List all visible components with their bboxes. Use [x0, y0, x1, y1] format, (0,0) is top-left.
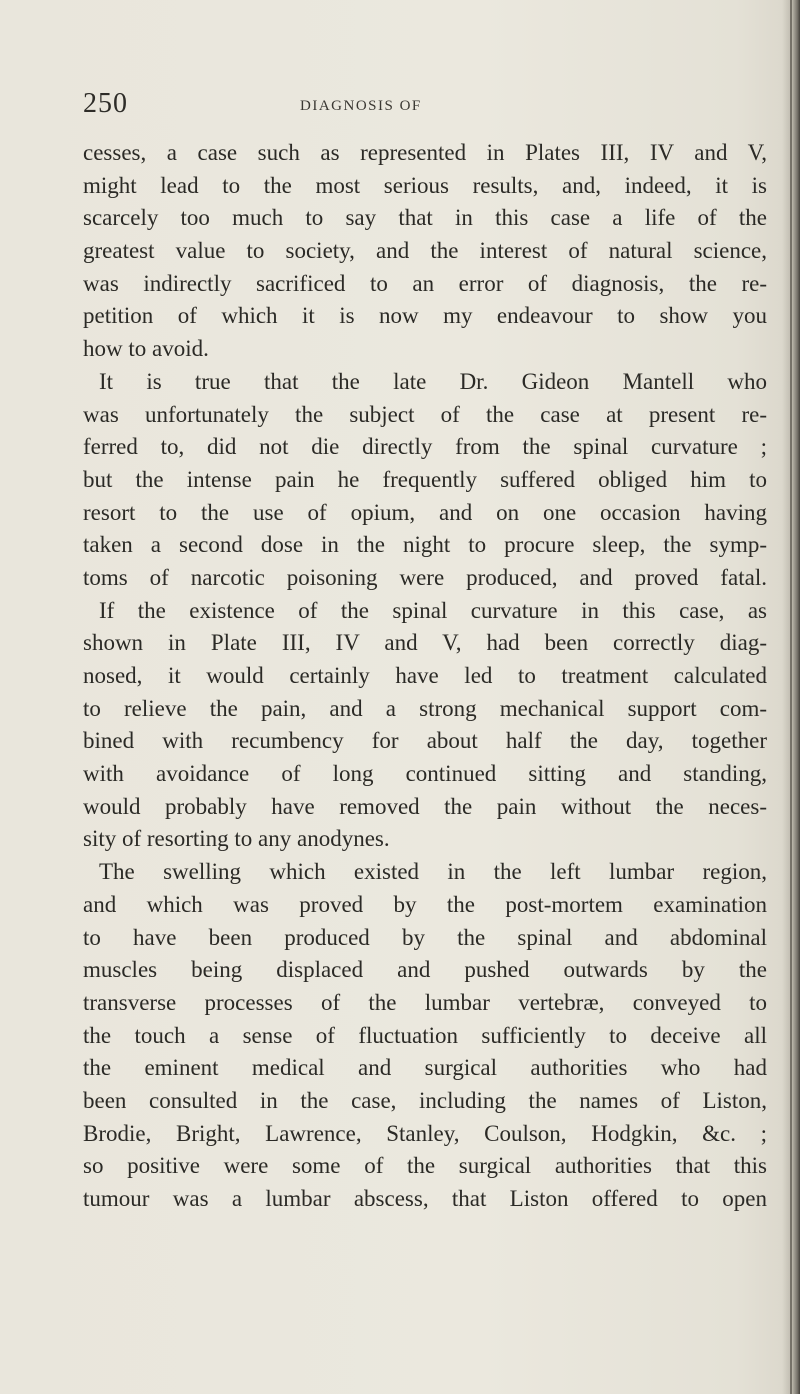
page-header — [83, 88, 773, 128]
text-line: petition of which it is now my endeavour to show you — [83, 303, 767, 329]
text-line: scarcely too much to say that in this case a life of the — [83, 205, 767, 231]
text-line: was indirectly sacrificed to an error of diagnosis, the re- — [83, 270, 767, 296]
text-line: muscles being displaced and pushed outwards by the — [83, 957, 767, 983]
text-line: to relieve the pain, and a strong mechanical support com- — [83, 695, 767, 721]
text-line: tumour was a lumbar abscess, that Liston offered to open — [83, 1186, 767, 1211]
text-line: to have been produced by the spinal and abdominal — [83, 924, 767, 950]
text-line: the eminent medical and surgical authorities who had — [83, 1055, 767, 1081]
text-line: was unfortunately the subject of the case at present re- — [83, 401, 767, 427]
text-line: been consulted in the case, including the names of Liston, — [83, 1087, 767, 1113]
body-text — [83, 137, 767, 1216]
text-line: with avoidance of long continued sitting and standing, — [83, 761, 767, 787]
text-line: toms of narcotic poisoning were produced, and proved fatal. — [83, 564, 767, 590]
text-line: how to avoid. — [83, 336, 209, 362]
text-line: sity of resorting to any anodynes. — [83, 826, 390, 852]
text-line: taken a second dose in the night to procure sleep, the symp- — [83, 532, 767, 558]
text-line: transverse processes of the lumbar vertebræ, conveyed to — [83, 989, 767, 1015]
paragraph-start-line: If the existence of the spinal curvature in this case, as — [99, 597, 767, 623]
text-line: but the intense pain he frequently suffered obliged him to — [83, 466, 767, 492]
text-line: cesses, a case such as represented in Plates III, IV and V, — [83, 140, 767, 165]
text-line: resort to the use of opium, and on one occasion having — [83, 499, 767, 525]
text-line: and which was proved by the post-mortem examination — [83, 891, 767, 917]
text-line: nosed, it would certainly have led to treatment calculated — [83, 663, 767, 688]
page-number: 250 — [83, 88, 128, 119]
text-line: greatest value to society, and the interest of natural science, — [83, 238, 767, 264]
text-line: ferred to, did not die directly from the spinal curvature ; — [83, 434, 767, 460]
text-line: would probably have removed the pain without the neces- — [83, 793, 767, 819]
text-line: bined with recumbency for about half the day, together — [83, 728, 767, 754]
text-line: shown in Plate III, IV and V, had been correctly diag- — [83, 630, 767, 656]
text-line: so positive were some of the surgical authorities that this — [83, 1153, 767, 1179]
paragraph-start-line: It is true that the late Dr. Gideon Mantell who — [99, 368, 767, 394]
text-line: might lead to the most serious results, and, indeed, it is — [83, 172, 767, 198]
running-head: DIAGNOSIS OF — [300, 98, 422, 114]
paragraph-start-line: The swelling which existed in the left lumbar region, — [99, 859, 767, 885]
text-line: the touch a sense of fluctuation sufficiently to deceive all — [83, 1022, 767, 1048]
text-line: Brodie, Bright, Lawrence, Stanley, Coulson, Hodgkin, &c. ; — [83, 1120, 767, 1146]
page-edge-shadow — [782, 0, 800, 1394]
